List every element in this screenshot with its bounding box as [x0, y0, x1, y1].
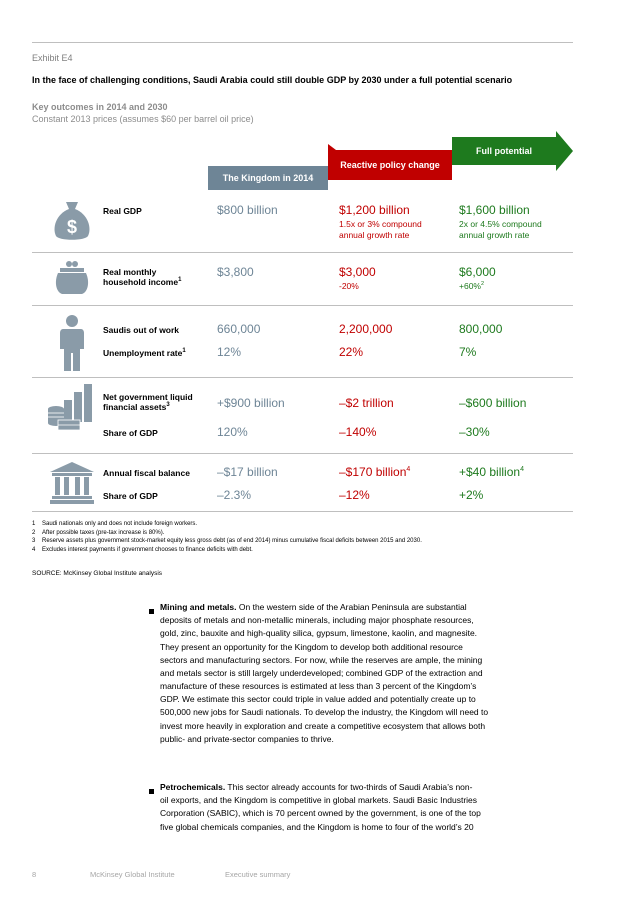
income-label-line-2: household income [103, 277, 179, 288]
government-building-icon [50, 462, 94, 504]
column-header-kingdom: The Kingdom in 2014 [208, 166, 328, 190]
unemployment-full-value: 7% [459, 345, 477, 359]
income-reactive-note: -20% [339, 281, 359, 291]
assets-kingdom-value: +$900 billion [217, 396, 285, 410]
body-line: This sector already accounts for two-thirds of Saudi Arabia’s non- [225, 782, 473, 792]
income-label-sup: 1 [178, 277, 182, 284]
person-icon [60, 315, 84, 371]
bullet-petrochemicals [160, 781, 560, 834]
gdp-full-note-1: 2x or 4.5% compound [459, 219, 542, 229]
income-reactive-value: $3,000 [339, 265, 376, 279]
footnote [32, 537, 422, 546]
fiscal-share-kingdom-value: –2.3% [217, 488, 252, 502]
page-number: 8 [32, 870, 37, 879]
row-label-fiscal-balance: Annual fiscal balance [103, 468, 190, 478]
fiscal-share-full-value: +2% [459, 488, 484, 502]
body-line: 500,000 new jobs for Saudi nationals. To develop the industry, the Kingdom will need to [160, 707, 489, 718]
work-kingdom-value: 660,000 [217, 322, 261, 336]
fiscal-reactive-value: –$170 billion [339, 465, 407, 479]
row-label-real-gdp: Real GDP [103, 206, 142, 216]
body-line: gold, zinc, bauxite and high-quality silica, gypsum, limestone, kaolin, and magnesite. [160, 628, 478, 639]
row-divider [32, 453, 573, 454]
money-bag-icon [52, 198, 92, 242]
footnote [32, 529, 422, 538]
row-label-unemployment [103, 348, 186, 358]
footnote-number: 2 [32, 529, 36, 536]
column-header-reactive: Reactive policy change [328, 150, 452, 180]
column-header-full: Full potential [452, 137, 556, 165]
unemployment-sup: 1 [182, 348, 186, 355]
row-divider [32, 377, 573, 378]
gdp-reactive-note-1: 1.5x or 3% compound [339, 219, 422, 229]
body-line: invest more heavily in exploration and create a competitive ecosystem that allows both [160, 720, 486, 731]
fiscal-kingdom-value: –$17 billion [217, 465, 278, 479]
bullet-marker [149, 789, 154, 794]
exhibit-subtitle: Key outcomes in 2014 and 2030 [32, 102, 168, 112]
footnote-text: Saudi nationals only and does not include foreign workers. [42, 521, 198, 527]
work-full-value: 800,000 [459, 322, 503, 336]
bullet-lead: Petrochemicals. [160, 782, 226, 792]
footnote-text: Reserve assets plus government stock-market equity less gross debt (as of end 2014) minus cumulative fiscal deficits between 2015 and 2030. [42, 538, 422, 545]
unemployment-reactive-value: 22% [339, 345, 364, 359]
body-line: On the western side of the Arabian Peninsula are substantial [236, 602, 467, 612]
fiscal-reactive-sup: 4 [406, 466, 411, 473]
gdp-reactive-note-2: annual growth rate [339, 230, 410, 240]
assets-share-reactive-value: –140% [339, 425, 377, 439]
assets-label-sup: 3 [166, 402, 170, 409]
bullet-lead: Mining and metals. [160, 602, 237, 612]
footnote [32, 546, 422, 555]
assets-share-full-value: –30% [459, 425, 490, 439]
income-full-note-wrap [459, 281, 484, 292]
fiscal-reactive-wrap [339, 466, 410, 479]
top-rule [32, 42, 573, 43]
row-divider [32, 252, 573, 253]
svg-text:$: $ [66, 217, 78, 237]
footnote-number: 3 [32, 538, 36, 545]
row-label-household-income [103, 267, 181, 287]
source-note: SOURCE: McKinsey Global Institute analysis [32, 570, 163, 577]
unemployment-kingdom-value: 12% [217, 345, 242, 359]
bullet-mining [160, 601, 560, 746]
row-divider [32, 511, 573, 512]
footnote-number: 1 [32, 521, 36, 527]
body-line: deposits of metals and non-metallic minerals, including major phosphate resources, [160, 615, 474, 626]
body-line: Corporation (SABIC), which is 70 percent owned by the government, is one of the top [160, 808, 481, 819]
income-full-value: $6,000 [459, 265, 496, 279]
assets-label-line-2: financial assets [103, 402, 167, 413]
work-reactive-value: 2,200,000 [339, 322, 393, 336]
row-label-assets [103, 392, 193, 412]
body-line: five global chemicals companies, and the Kingdom is home to four of the world’s 20 [160, 821, 474, 832]
body-line: sectors and manufacturing sectors. For now, while the reserves are ample, the mining [160, 654, 483, 665]
gdp-kingdom-value: $800 billion [217, 203, 278, 217]
row-label-fiscal-share: Share of GDP [103, 491, 158, 501]
full-potential-arrow-icon [556, 131, 573, 171]
body-line: public- and private-sector companies to thrive. [160, 733, 334, 744]
body-line: They present an opportunity for the Kingdom to develop both additional resource [160, 641, 463, 652]
row-label-assets-share: Share of GDP [103, 428, 158, 438]
row-divider [32, 305, 573, 306]
exhibit-label: Exhibit E4 [32, 53, 73, 63]
gdp-reactive-value: $1,200 billion [339, 203, 410, 217]
gdp-full-note-2: annual growth rate [459, 230, 530, 240]
assets-full-value: –$600 billion [459, 396, 527, 410]
footnotes [32, 520, 422, 555]
footer-publisher: McKinsey Global Institute [90, 870, 175, 879]
footnote-text: After possible taxes (pre-tax increase is 80%). [42, 529, 165, 536]
income-kingdom-value: $3,800 [217, 265, 254, 279]
footnote-number: 4 [32, 547, 36, 554]
assets-share-kingdom-value: 120% [217, 425, 248, 439]
fiscal-full-value: +$40 billion [459, 465, 521, 479]
body-line: GDP. We estimate this sector could triple in value added and potentially create up to [160, 694, 476, 705]
assets-reactive-value: –$2 trillion [339, 396, 394, 410]
bullet-marker [149, 609, 154, 614]
body-line: oil exports, and the Kingdom is competitive in global markets. Saudi Basic Industries [160, 795, 478, 806]
income-full-sup: 2 [480, 281, 485, 288]
income-label-line-1: Real monthly [103, 267, 157, 277]
unemployment-label: Unemployment rate [103, 348, 183, 358]
income-full-note: +60% [459, 281, 481, 291]
coins-bars-icon [46, 382, 98, 432]
footnote [32, 520, 422, 529]
purse-icon [52, 258, 92, 298]
fiscal-full-wrap [459, 466, 524, 479]
body-line: and metals sector is still largely underdeveloped; combined GDP of the extraction and [160, 667, 483, 678]
footnote-text: Excludes interest payments if government chooses to finance deficits with debt. [42, 547, 253, 554]
exhibit-title: In the face of challenging conditions, Saudi Arabia could still double GDP by 2030 under a full potential scenario [32, 75, 513, 85]
body-line: manufacture of these resources is estimated at less than 3 percent of the Kingdom’s [160, 681, 477, 692]
fiscal-share-reactive-value: –12% [339, 488, 370, 502]
footer-section: Executive summary [225, 870, 291, 879]
assets-label-line-1: Net government liquid [103, 392, 193, 402]
row-label-out-of-work: Saudis out of work [103, 325, 180, 335]
gdp-full-value: $1,600 billion [459, 203, 530, 217]
fiscal-full-sup: 4 [520, 466, 524, 473]
exhibit-subnote: Constant 2013 prices (assumes $60 per barrel oil price) [32, 114, 254, 124]
